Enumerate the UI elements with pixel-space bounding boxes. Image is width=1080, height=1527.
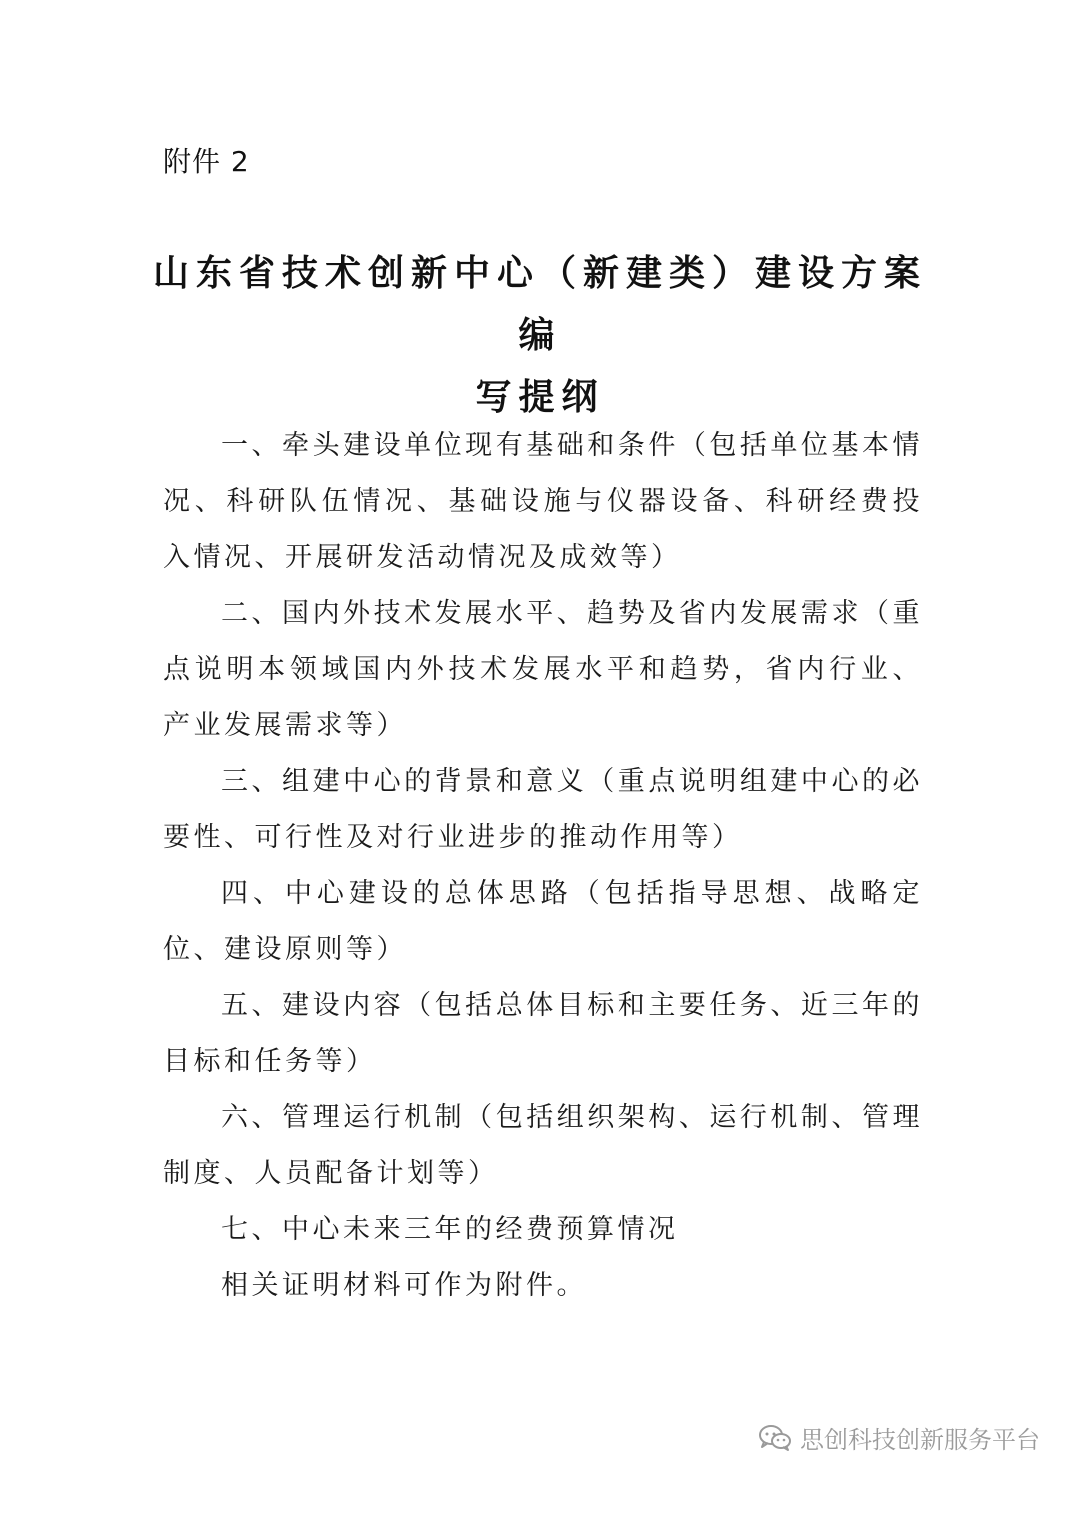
paragraph-7: 七、中心未来三年的经费预算情况 (221, 1214, 679, 1245)
paragraph-5: 五、建设内容（包括总体目标和主要任务、近三年的目标和任务等） (163, 990, 923, 1077)
wechat-icon (758, 1424, 792, 1452)
title-line-1: 山东省技术创新中心（新建类）建设方案编 (152, 252, 927, 356)
watermark-text: 思创科技创新服务平台 (800, 1426, 1040, 1454)
paragraph-2: 二、国内外技术发展水平、趋势及省内发展需求（重点说明本领域国内外技术发展水平和趋势，省内行业、产业发展需求等） (163, 598, 923, 741)
watermark (758, 1420, 1040, 1455)
document-body (163, 418, 923, 1314)
paragraph-3: 三、组建中心的背景和意义（重点说明组建中心的必要性、可行性及对行业进步的推动作用等） (163, 766, 923, 853)
paragraph-8: 相关证明材料可作为附件。 (221, 1270, 587, 1301)
document-title (150, 242, 930, 428)
attachment-label: 附件 2 (163, 145, 250, 178)
paragraph-1: 一、牵头建设单位现有基础和条件（包括单位基本情况、科研队伍情况、基础设施与仪器设备、科研经费投入情况、开展研发活动情况及成效等） (163, 430, 923, 573)
title-line-2: 写提纲 (475, 376, 605, 418)
paragraph-6: 六、管理运行机制（包括组织架构、运行机制、管理制度、人员配备计划等） (163, 1102, 923, 1189)
paragraph-4: 四、中心建设的总体思路（包括指导思想、战略定位、建设原则等） (163, 878, 923, 965)
